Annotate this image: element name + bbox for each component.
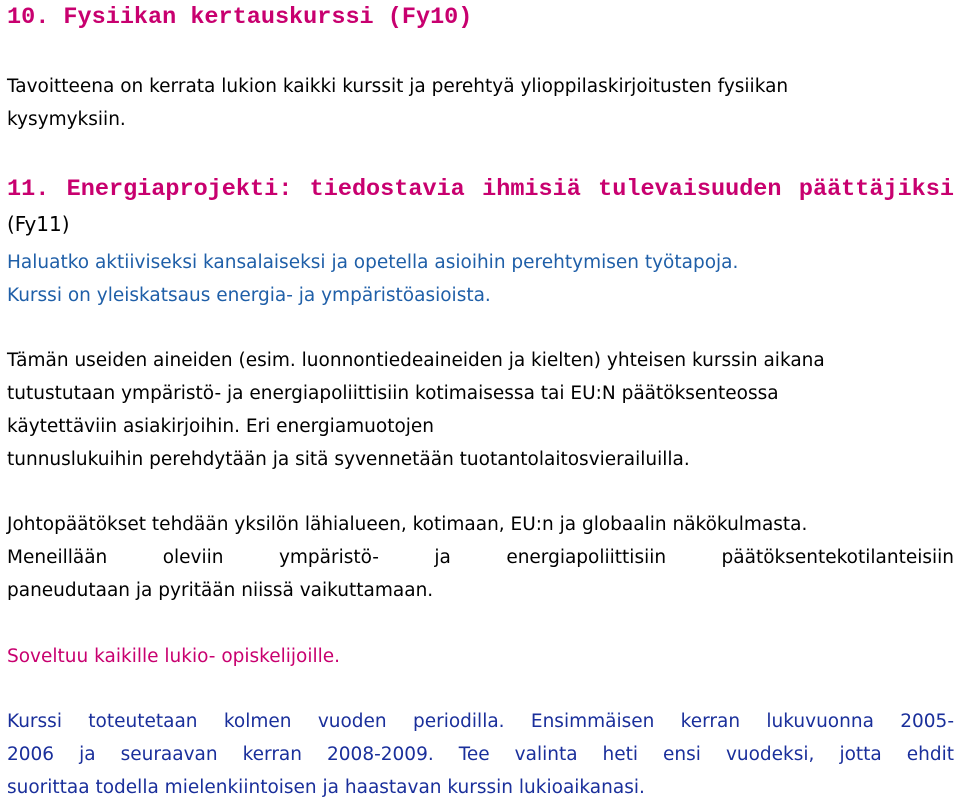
section-11-suitability: Soveltuu kaikille lukio- opiskelijoille. xyxy=(7,646,341,667)
section-11-intro-line-1: Haluatko aktiiviseksi kansalaiseksi ja opetella asioihin perehtymisen työtapoja. xyxy=(7,252,739,273)
section-11-paragraph-2-line-3: paneudutaan ja pyritään niissä vaikuttamaan. xyxy=(7,580,434,601)
section-11-paragraph-2-line-1: Johtopäätökset tehdään yksilön lähialueen, kotimaan, EU:n ja globaalin näkökulmasta. xyxy=(7,514,808,535)
section-11-intro-line-2: Kurssi on yleiskatsaus energia- ja ympäristöasioista. xyxy=(7,285,491,306)
section-11-schedule-line-1: Kurssi toteutetaan kolmen vuoden periodilla. Ensimmäisen kerran lukuvuonna 2005- xyxy=(7,711,954,732)
section-11-heading-line-2: (Fy11) xyxy=(7,212,70,236)
section-10-body-line-1: Tavoitteena on kerrata lukion kaikki kurssit ja perehtyä ylioppilaskirjoitusten fysiikan xyxy=(7,76,789,97)
section-10-heading: 10. Fysiikan kertauskurssi (Fy10) xyxy=(7,4,473,31)
section-11-schedule-line-3: suorittaa todella mielenkiintoisen ja haastavan kurssin lukioaikanasi. xyxy=(7,777,645,798)
section-10-body-line-2: kysymyksiin. xyxy=(7,109,126,130)
section-11-paragraph-1-line-4: tunnuslukuihin perehdytään ja sitä syvennetään tuotantolaitosvierailuilla. xyxy=(7,449,690,470)
section-11-paragraph-1-line-1: Tämän useiden aineiden (esim. luonnontiedeaineiden ja kielten) yhteisen kurssin aikana xyxy=(7,350,825,371)
section-11-paragraph-2-line-2: Meneillään oleviin ympäristö- ja energiapoliittisiin päätöksentekotilanteisiin xyxy=(7,547,954,568)
section-11-heading-line-1: 11. Energiaprojekti: tiedostavia ihmisiä tulevaisuuden päättäjiksi xyxy=(7,176,954,203)
section-11-paragraph-1-line-3: käytettäviin asiakirjoihin. Eri energiamuotojen xyxy=(7,416,435,437)
section-11-paragraph-1-line-2: tutustutaan ympäristö- ja energiapoliittisiin kotimaisessa tai EU:N päätöksenteossa xyxy=(7,383,779,404)
section-11-schedule-line-2: 2006 ja seuraavan kerran 2008-2009. Tee valinta heti ensi vuodeksi, jotta ehdit xyxy=(7,744,954,765)
